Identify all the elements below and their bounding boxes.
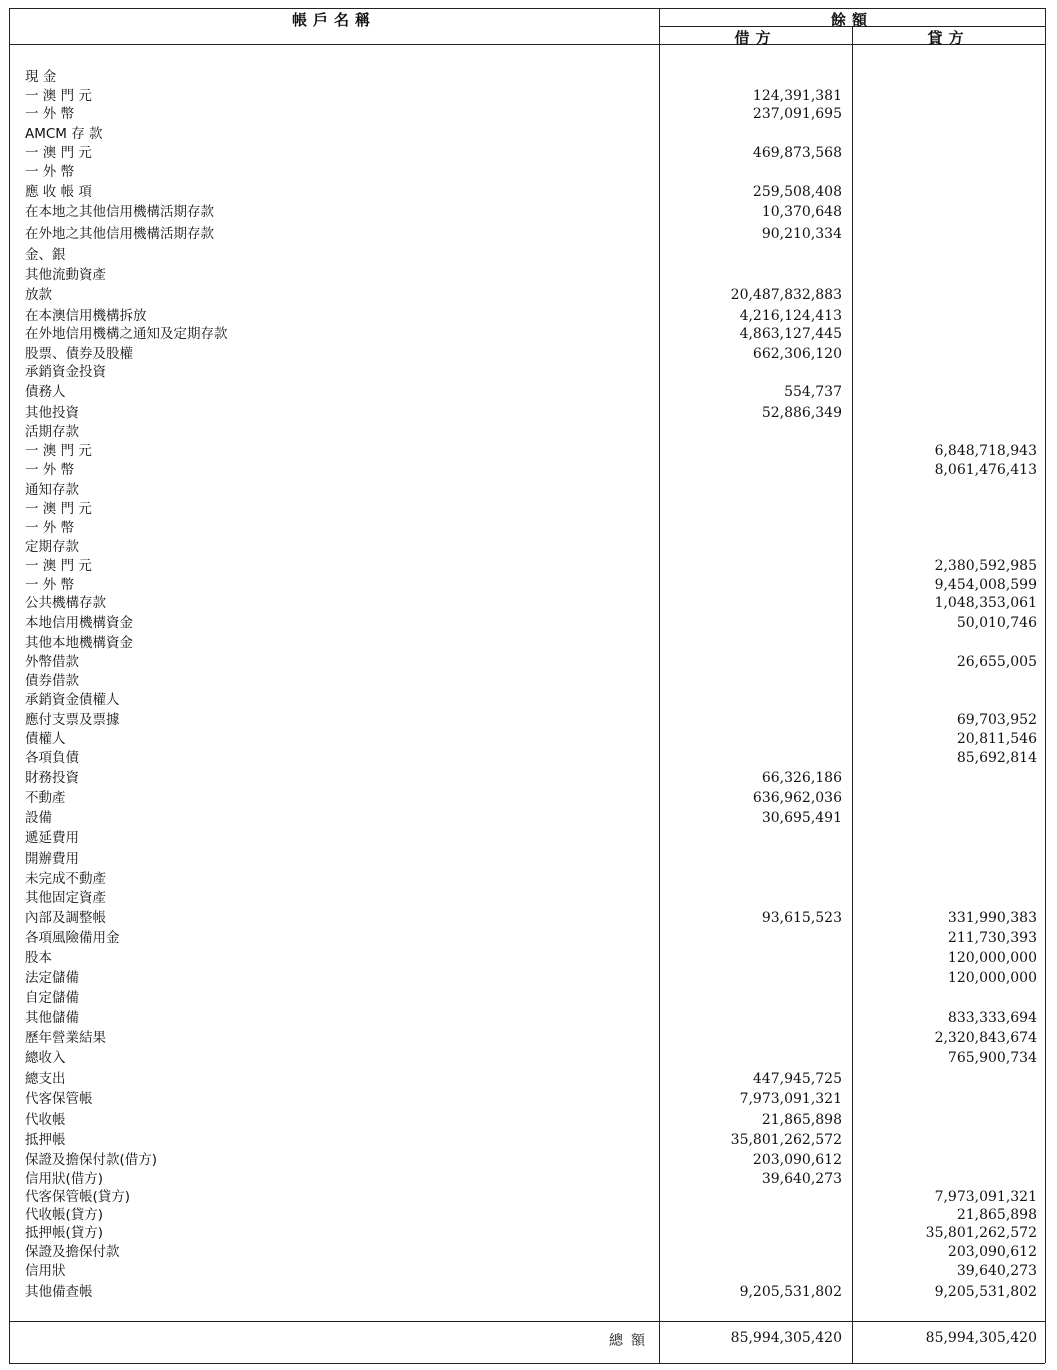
row-name: 保證及擔保付款(借方) <box>25 1152 158 1168</box>
row-name: 一 外 幣 <box>25 520 75 536</box>
row-name: 債券借款 <box>25 673 79 689</box>
row-debit: 7,973,091,321 <box>739 1091 842 1107</box>
row-name: 不動產 <box>25 790 66 806</box>
row-credit: 9,454,008,599 <box>934 577 1037 593</box>
row-credit: 6,848,718,943 <box>934 443 1037 459</box>
row-name: 代客保管帳 <box>25 1091 93 1107</box>
table-row <box>9 730 1045 749</box>
row-name: 代收帳(貸方) <box>25 1207 104 1223</box>
balance-header: 餘額 <box>830 11 873 29</box>
row-name: 設備 <box>25 810 52 826</box>
table-row <box>9 809 1045 828</box>
table-row <box>9 363 1045 382</box>
row-debit: 237,091,695 <box>752 106 842 122</box>
row-name: 應 收 帳 項 <box>25 184 92 200</box>
row-credit: 7,973,091,321 <box>934 1189 1037 1205</box>
table-row <box>9 225 1045 244</box>
table-row <box>9 345 1045 364</box>
table-row <box>9 909 1045 928</box>
row-credit: 765,900,734 <box>947 1050 1037 1066</box>
row-name: 各項風險備用金 <box>25 930 120 946</box>
table-row <box>9 1224 1045 1243</box>
row-name: 各項負債 <box>25 750 79 766</box>
table-row <box>9 307 1045 326</box>
table-row <box>9 889 1045 908</box>
row-name: 一 澳 門 元 <box>25 443 92 459</box>
row-credit: 39,640,273 <box>956 1263 1037 1279</box>
row-name: 一 澳 門 元 <box>25 88 92 104</box>
row-name: 保證及擔保付款 <box>25 1244 120 1260</box>
table-row <box>9 634 1045 653</box>
row-name: 遞延費用 <box>25 830 79 846</box>
table-row <box>9 500 1045 519</box>
row-name: 信用狀 <box>25 1263 66 1279</box>
row-name: 承銷資金投資 <box>25 364 106 380</box>
table-row <box>9 850 1045 869</box>
row-credit: 26,655,005 <box>956 654 1037 670</box>
table-row <box>9 969 1045 988</box>
table-row <box>9 1111 1045 1130</box>
table-row <box>9 325 1045 344</box>
total-credit: 85,994,305,420 <box>925 1330 1037 1346</box>
row-name: 總支出 <box>25 1071 66 1087</box>
row-name: 活期存款 <box>25 424 79 440</box>
row-credit: 69,703,952 <box>956 712 1037 728</box>
table-row <box>9 1188 1045 1207</box>
row-debit: 662,306,120 <box>752 346 842 362</box>
row-name: 股票、債券及股權 <box>25 346 133 362</box>
row-credit: 203,090,612 <box>947 1244 1037 1260</box>
table-row <box>9 1090 1045 1109</box>
table-row <box>9 614 1045 633</box>
table-row <box>9 105 1045 124</box>
row-name: 債務人 <box>25 384 66 400</box>
row-credit: 20,811,546 <box>956 731 1037 747</box>
balance-sheet <box>9 8 1045 1363</box>
table-row <box>9 183 1045 202</box>
row-name: 一 澳 門 元 <box>25 145 92 161</box>
row-name: 在外地之其他信用機構活期存款 <box>25 226 214 242</box>
row-credit: 1,048,353,061 <box>934 595 1037 611</box>
row-name: 未完成不動產 <box>25 871 106 887</box>
row-credit: 9,205,531,802 <box>934 1284 1037 1300</box>
row-name: 其他儲備 <box>25 1010 79 1026</box>
row-name: 一 澳 門 元 <box>25 501 92 517</box>
row-name: 一 外 幣 <box>25 106 75 122</box>
bottom-border <box>9 1363 1045 1364</box>
table-row <box>9 404 1045 423</box>
row-debit: 124,391,381 <box>752 88 842 104</box>
row-credit: 211,730,393 <box>947 930 1037 946</box>
header-bottom-border <box>9 44 659 45</box>
row-credit: 50,010,746 <box>956 615 1037 631</box>
table-row <box>9 125 1045 144</box>
row-name: 一 外 幣 <box>25 462 75 478</box>
row-credit: 21,865,898 <box>956 1207 1037 1223</box>
table-row <box>9 203 1045 222</box>
table-row <box>9 246 1045 265</box>
row-name: 代客保管帳(貸方) <box>25 1189 131 1205</box>
table-row <box>9 266 1045 285</box>
table-row <box>9 870 1045 889</box>
table-row <box>9 1151 1045 1170</box>
table-row <box>9 749 1045 768</box>
row-debit: 21,865,898 <box>761 1112 842 1128</box>
credit-header: 貸方 <box>927 29 970 47</box>
row-name: 金、銀 <box>25 247 66 263</box>
table-row <box>9 461 1045 480</box>
row-name: 其他本地機構資金 <box>25 635 133 651</box>
row-debit: 4,863,127,445 <box>739 326 842 342</box>
table-row <box>9 829 1045 848</box>
table-row <box>9 1283 1045 1302</box>
row-name: 外幣借款 <box>25 654 79 670</box>
row-debit: 93,615,523 <box>761 910 842 926</box>
table-row <box>9 442 1045 461</box>
row-debit: 4,216,124,413 <box>739 308 842 324</box>
row-credit: 833,333,694 <box>947 1010 1037 1026</box>
table-row <box>9 789 1045 808</box>
table-row <box>9 929 1045 948</box>
row-debit: 52,886,349 <box>761 405 842 421</box>
table-row <box>9 576 1045 595</box>
table-row <box>9 1206 1045 1225</box>
table-row <box>9 949 1045 968</box>
row-credit: 85,692,814 <box>956 750 1037 766</box>
row-name: 總收入 <box>25 1050 66 1066</box>
row-name: 自定儲備 <box>25 990 79 1006</box>
table-row <box>9 769 1045 788</box>
table-row <box>9 144 1045 163</box>
total-debit: 85,994,305,420 <box>730 1330 842 1346</box>
row-debit: 9,205,531,802 <box>739 1284 842 1300</box>
row-debit: 30,695,491 <box>761 810 842 826</box>
table-row <box>9 1009 1045 1028</box>
table-row <box>9 1243 1045 1262</box>
row-name: 其他固定資產 <box>25 890 106 906</box>
row-name: 公共機構存款 <box>25 595 106 611</box>
row-name: 應付支票及票據 <box>25 712 120 728</box>
row-name: 放款 <box>25 287 52 303</box>
row-credit: 331,990,383 <box>947 910 1037 926</box>
row-name: 其他投資 <box>25 405 79 421</box>
table-row <box>9 163 1045 182</box>
row-name: 一 澳 門 元 <box>25 558 92 574</box>
table-row <box>9 68 1045 87</box>
table-row <box>9 1262 1045 1281</box>
table-row <box>9 1029 1045 1048</box>
table-row <box>9 538 1045 557</box>
row-credit: 2,380,592,985 <box>934 558 1037 574</box>
row-debit: 35,801,262,572 <box>730 1132 842 1148</box>
table-row <box>9 989 1045 1008</box>
table-row <box>9 286 1045 305</box>
total-top-border <box>9 1321 1045 1322</box>
row-name: 定期存款 <box>25 539 79 555</box>
row-name: 抵押帳(貸方) <box>25 1225 104 1241</box>
row-name: 在本地之其他信用機構活期存款 <box>25 204 214 220</box>
table-row <box>9 1131 1045 1150</box>
table-row <box>9 691 1045 710</box>
row-name: 其他流動資產 <box>25 267 106 283</box>
row-credit: 120,000,000 <box>947 970 1037 986</box>
row-credit: 35,801,262,572 <box>925 1225 1037 1241</box>
row-name: 通知存款 <box>25 482 79 498</box>
row-name: 信用狀(借方) <box>25 1171 104 1187</box>
row-debit: 90,210,334 <box>761 226 842 242</box>
row-name: 代收帳 <box>25 1112 66 1128</box>
table-row <box>9 1049 1045 1068</box>
table-row <box>9 383 1045 402</box>
row-debit: 10,370,648 <box>761 204 842 220</box>
table-row <box>9 519 1045 538</box>
table-row <box>9 672 1045 691</box>
right-border <box>1045 8 1046 1363</box>
row-name: 在本澳信用機構拆放 <box>25 308 147 324</box>
debit-header: 借方 <box>734 29 777 47</box>
row-name: 一 外 幣 <box>25 164 75 180</box>
table-row <box>9 594 1045 613</box>
row-debit: 66,326,186 <box>761 770 842 786</box>
table-row <box>9 1070 1045 1089</box>
row-debit: 39,640,273 <box>761 1171 842 1187</box>
row-name: 一 外 幣 <box>25 577 75 593</box>
row-debit: 469,873,568 <box>752 145 842 161</box>
row-name: 抵押帳 <box>25 1132 66 1148</box>
table-row <box>9 653 1045 672</box>
row-name: 歷年營業結果 <box>25 1030 106 1046</box>
row-credit: 2,320,843,674 <box>934 1030 1037 1046</box>
row-name: 本地信用機構資金 <box>25 615 133 631</box>
table-row <box>9 87 1045 106</box>
total-label: 總額 <box>609 1333 653 1349</box>
table-row <box>9 1170 1045 1189</box>
row-name: 債權人 <box>25 731 66 747</box>
account-name-header: 帳戶名稱 <box>291 11 376 29</box>
row-name: 內部及調整帳 <box>25 910 106 926</box>
row-name: 股本 <box>25 950 52 966</box>
table-row <box>9 711 1045 730</box>
row-debit: 636,962,036 <box>752 790 842 806</box>
row-name: 現 金 <box>25 69 57 85</box>
table-row <box>9 557 1045 576</box>
table-row <box>9 481 1045 500</box>
row-debit: 259,508,408 <box>752 184 842 200</box>
row-credit: 120,000,000 <box>947 950 1037 966</box>
row-debit: 203,090,612 <box>752 1152 842 1168</box>
row-name: AMCM 存 款 <box>25 126 103 142</box>
row-name: 在外地信用機構之通知及定期存款 <box>25 326 228 342</box>
row-name: 承銷資金債權人 <box>25 692 120 708</box>
row-name: 財務投資 <box>25 770 79 786</box>
row-credit: 8,061,476,413 <box>934 462 1037 478</box>
row-debit: 447,945,725 <box>752 1071 842 1087</box>
row-name: 法定儲備 <box>25 970 79 986</box>
row-name: 其他備查帳 <box>25 1284 93 1300</box>
table-row <box>9 423 1045 442</box>
row-name: 開辦費用 <box>25 851 79 867</box>
row-debit: 20,487,832,883 <box>730 287 842 303</box>
row-debit: 554,737 <box>784 384 842 400</box>
